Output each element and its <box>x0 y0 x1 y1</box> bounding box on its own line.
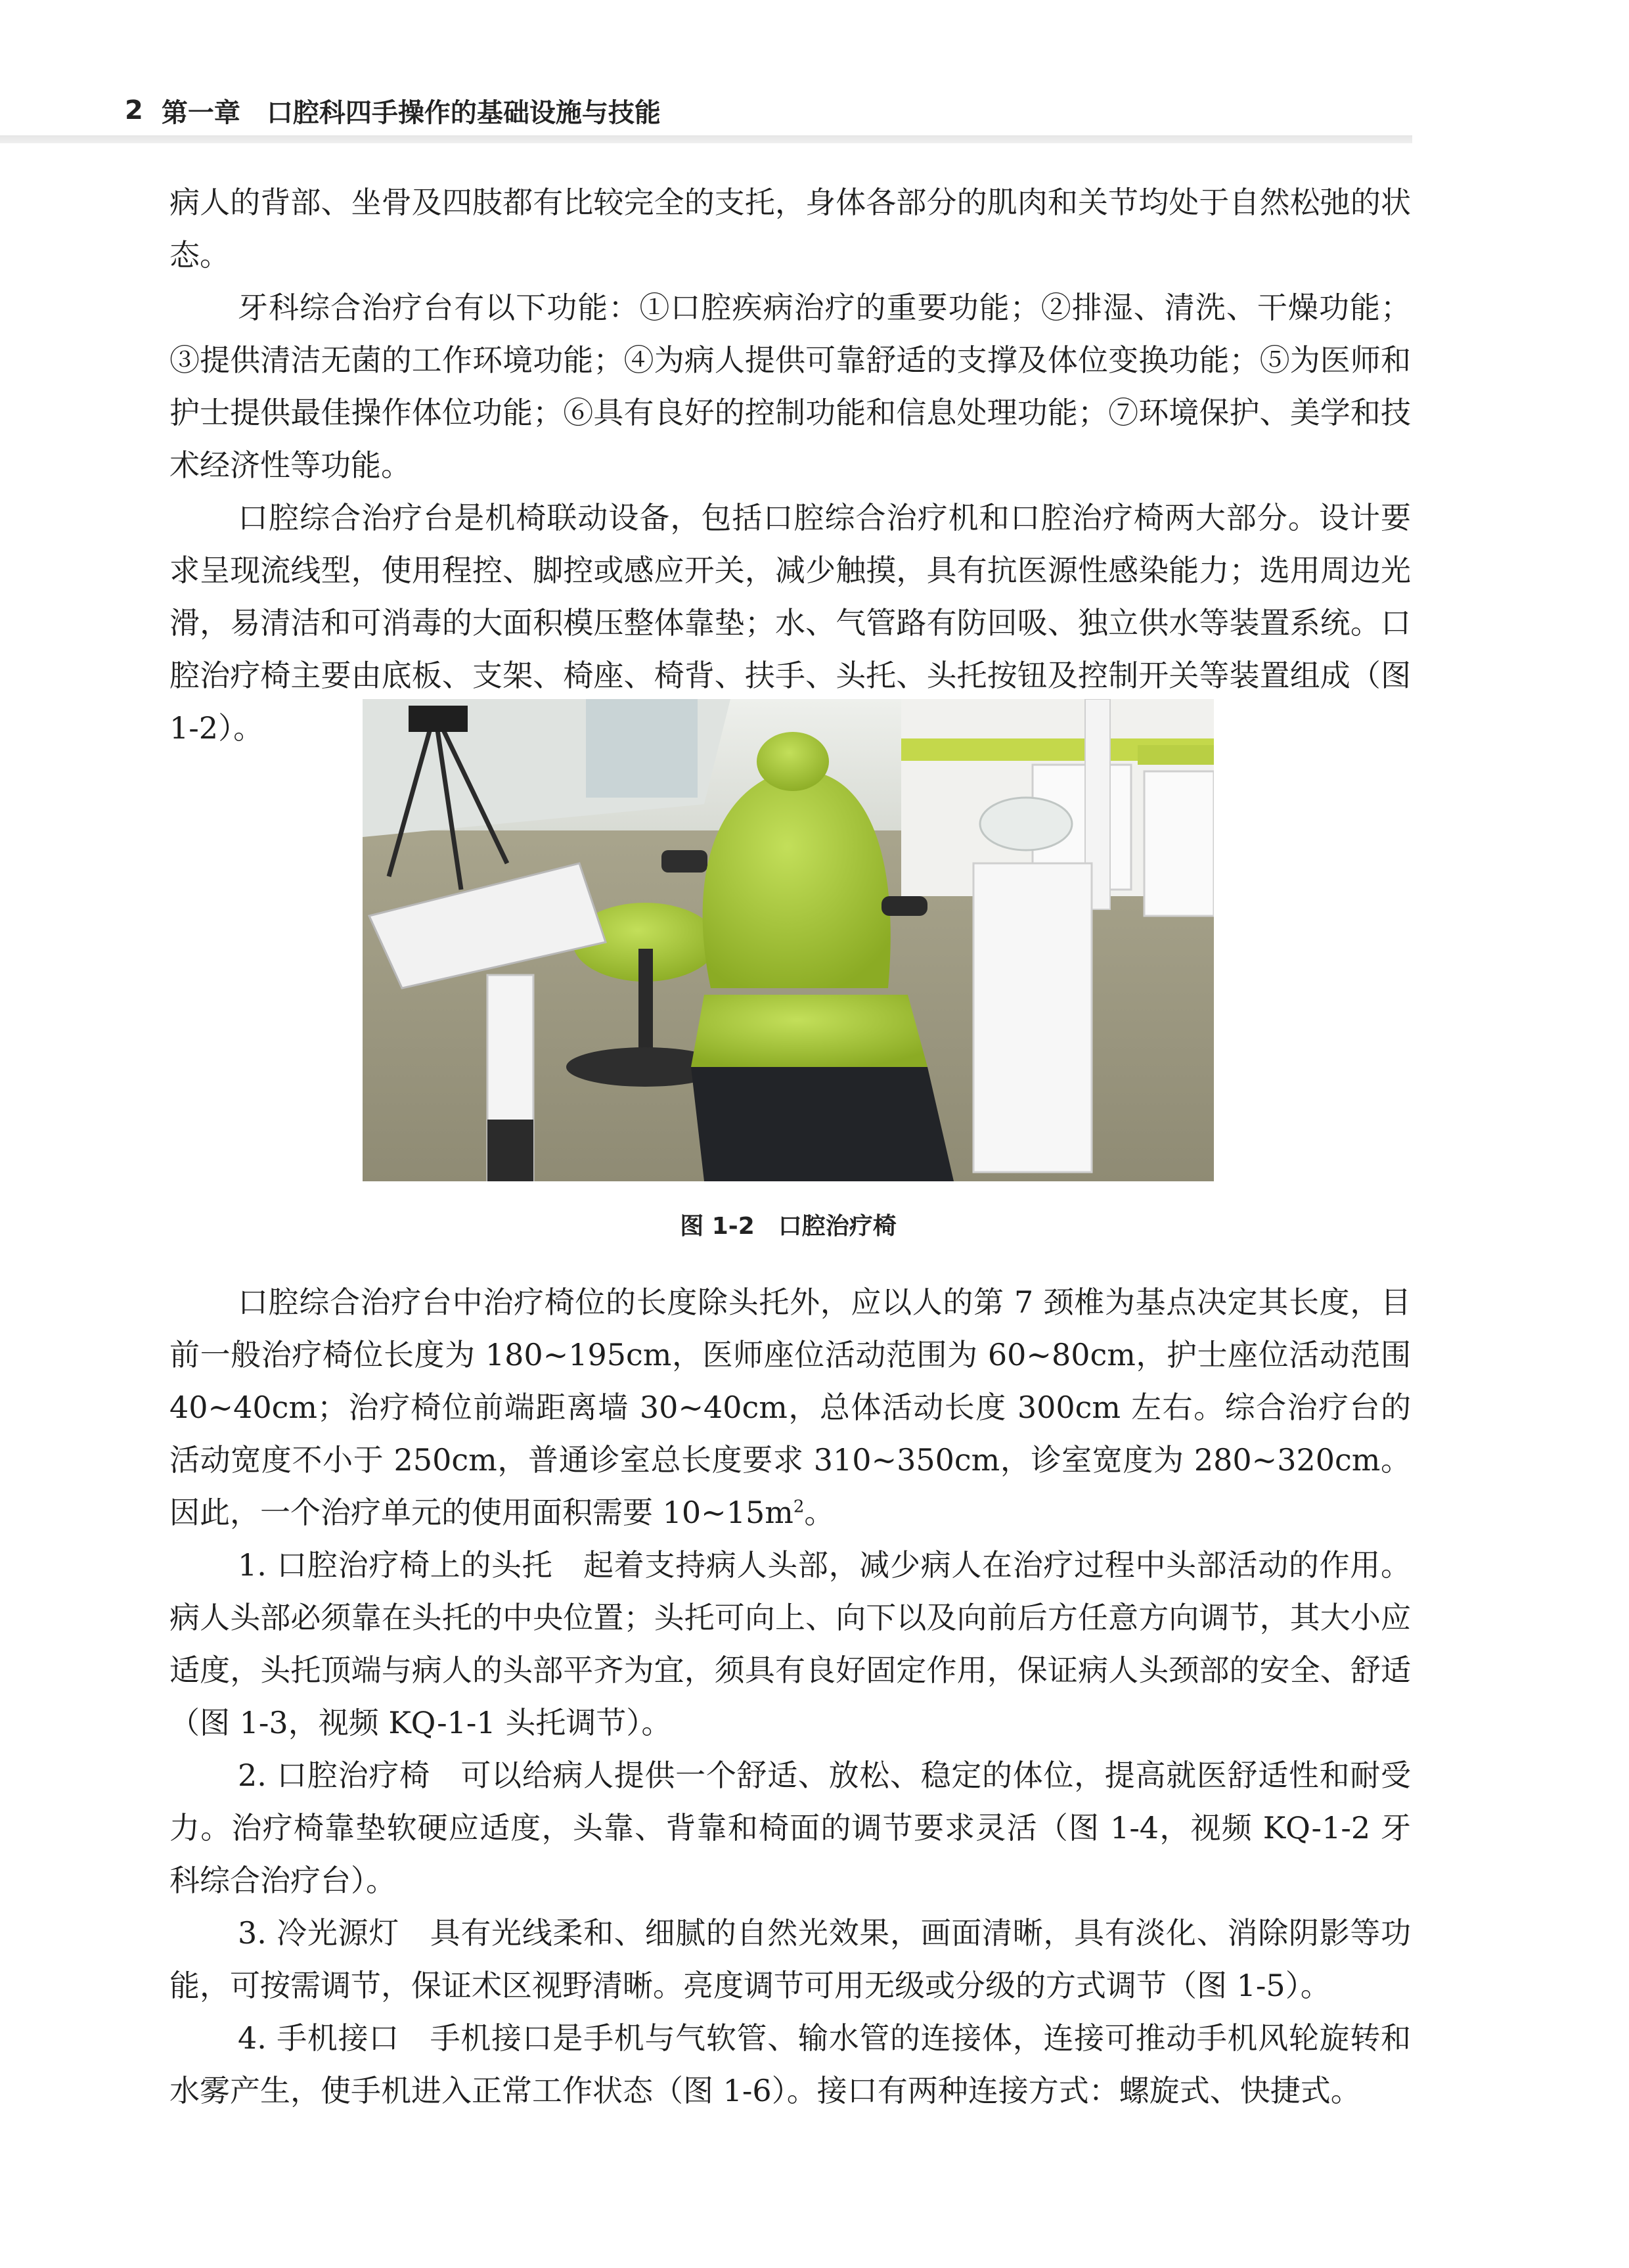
paragraph-unit-description: 口腔综合治疗台是机椅联动设备，包括口腔综合治疗机和口腔治疗椅两大部分。设计要求呈现流线型，使用程控、脚控或感应开关，减少触摸，具有抗医源性感染能力；选用周边光滑，易清洁和可消毒的大面积模压整体靠垫；水、气管路有防回吸、独立供水等装置系统。口腔治疗椅主要由底板、支架、椅座、椅背、扶手、头托、头托按钮及控制开关等装置组成（图 1-2）。 <box>169 500 1411 746</box>
paragraph-functions: 牙科综合治疗台有以下功能：①口腔疾病治疗的重要功能；②排湿、清洗、干燥功能；③提供清洁无菌的工作环境功能；④为病人提供可靠舒适的支撑及体位变换功能；⑤为医师和护士提供最佳操作体位功能；⑥具有良好的控制功能和信息处理功能；⑦环境保护、美学和技术经济性等功能。 <box>169 290 1411 483</box>
paragraph-chair: 2. 口腔治疗椅 可以给病人提供一个舒适、放松、稳定的体位，提高就医舒适性和耐受力。治疗椅靠垫软硬应适度，头靠、背靠和椅面的调节要求灵活（图 1-4，视频 KQ-1-2 牙科综合治疗台）。 <box>169 1758 1411 1898</box>
figure-number: 图 1-2 <box>680 1213 755 1240</box>
paragraph-handpiece-interface: 4. 手机接口 手机接口是手机与气软管、输水管的连接体，连接可推动手机风轮旋转和水雾产生，使手机进入正常工作状态（图 1-6）。接口有两种连接方式：螺旋式、快捷式。 <box>169 2020 1411 2108</box>
paragraph-continued: 病人的背部、坐骨及四肢都有比较完全的支托，身体各部分的肌肉和关节均处于自然松弛的状态。 <box>169 185 1411 273</box>
running-header <box>125 92 1412 129</box>
paragraph-cold-light: 3. 冷光源灯 具有光线柔和、细腻的自然光效果，画面清晰，具有淡化、消除阴影等功能，可按需调节，保证术区视野清晰。亮度调节可用无级或分级的方式调节（图 1-5）。 <box>169 1915 1411 2003</box>
figure-title: 口腔治疗椅 <box>778 1213 897 1240</box>
dental-chair-photo <box>363 699 1214 1181</box>
dimensions-text: 口腔综合治疗台中治疗椅位的长度除头托外，应以人的第 7 颈椎为基点决定其长度，目前一般治疗椅位长度为 180~195cm，医师座位活动范围为 60~80cm，护士座位活动范围 40~40cm；治疗椅位前端距离墙 30~40cm，总体活动长度 300cm 左右。综合治疗台的活动宽度不小于 250cm，普通诊室总长度要求 310~350cm，诊室宽度为 280~320cm。因此，一个治疗单元的使用面积需要 10~15m <box>169 1284 1411 1530</box>
page-number: 2 <box>125 95 143 125</box>
chapter-title: 口腔科四手操作的基础设施与技能 <box>266 97 661 128</box>
dimensions-end: 。 <box>804 1495 835 1530</box>
figure-caption <box>363 1208 1214 1241</box>
chapter-label: 第一章 <box>161 97 240 128</box>
superscript-2: 2 <box>793 1497 805 1517</box>
paragraph-dimensions <box>169 1276 1411 1539</box>
header-rule <box>0 135 1412 143</box>
paragraph-headrest: 1. 口腔治疗椅上的头托 起着支持病人头部，减少病人在治疗过程中头部活动的作用。病人头部必须靠在头托的中央位置；头托可向上、向下以及向前后方任意方向调节，其大小应适度，头托顶端与病人的头部平齐为宜，须具有良好固定作用，保证病人头颈部的安全、舒适（图 1-3，视频 KQ-1-1 头托调节）。 <box>169 1547 1411 1740</box>
